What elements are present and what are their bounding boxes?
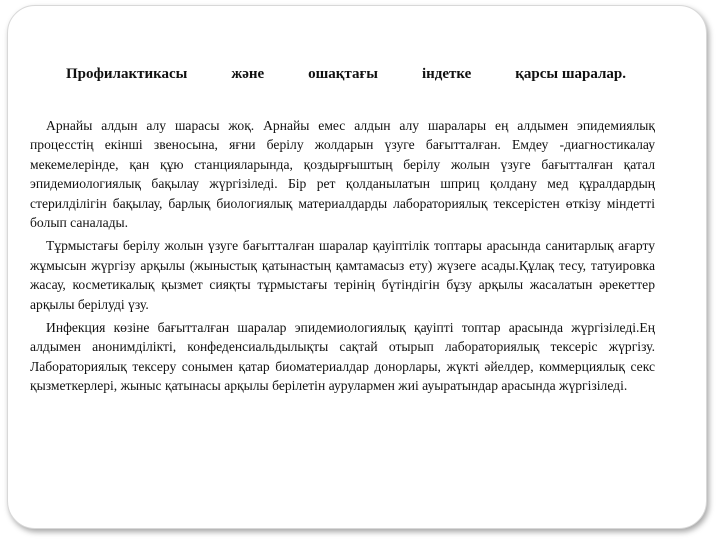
title-word: ошақтағы — [308, 66, 378, 82]
slide-title — [66, 66, 626, 83]
title-word: және — [231, 66, 265, 82]
slide-body — [30, 116, 655, 400]
slide-frame — [7, 5, 707, 529]
paragraph-specific-prevention: Арнайы алдын алу шарасы жоқ. Арнайы емес алдын алу шаралары ең алдымен эпидемиялық процесстің екінші звеносына, яғни берілу жолдарын үзуге бағытталған. Емдеу -диагностикалау мекемелерінде, қан құю станцияларында, қоздырғыштың берілу жолын үзуге бағытталған қатал эпидемиологиялық бақылау жүргізіледі. Бір рет қолданылатын шприц қолдану мед құралдардың стерилділігін бақылау, барлық биологиялық материалдарды лабораториялық тексерістен өткізу міндетті болып саналады. — [30, 118, 655, 231]
paragraph-household-transmission: Тұрмыстағы берілу жолын үзуге бағытталған шаралар қауіптілік топтары арасында санитарлық ағарту жұмысын жүргізу арқылы (жыныстық қатынастың қамтамасыз ету) жүзеге асады.Құлақ тесу, татуировка жасау, косметикалық қызмет сияқты тұрмыстағы терінің бүтіндігін бұзу арқылы жасалатын әрекеттер арқылы берілуді үзу. — [30, 238, 655, 312]
title-word: індетке — [421, 66, 472, 82]
title-word: Профилактикасы — [66, 66, 188, 82]
paragraph-infection-source: Инфекция көзіне бағытталған шаралар эпидемиологиялық қауіпті топтар арасында жүргізіледі.Ең алдымен анонимділікті, конфеденсиальдылықты сақтай отырып лабораториялық тексеріс жүргізу. Лабораториялық тексеру сонымен қатар биоматериалдар донорлары, жүкті әйелдер, коммерциялық секс қызметкерлері, жыныс қатынасы арқылы берілетін аурулармен жиі ауыратындар арасында жүргізіледі. — [30, 320, 655, 394]
title-word: қарсы шаралар. — [515, 66, 626, 82]
